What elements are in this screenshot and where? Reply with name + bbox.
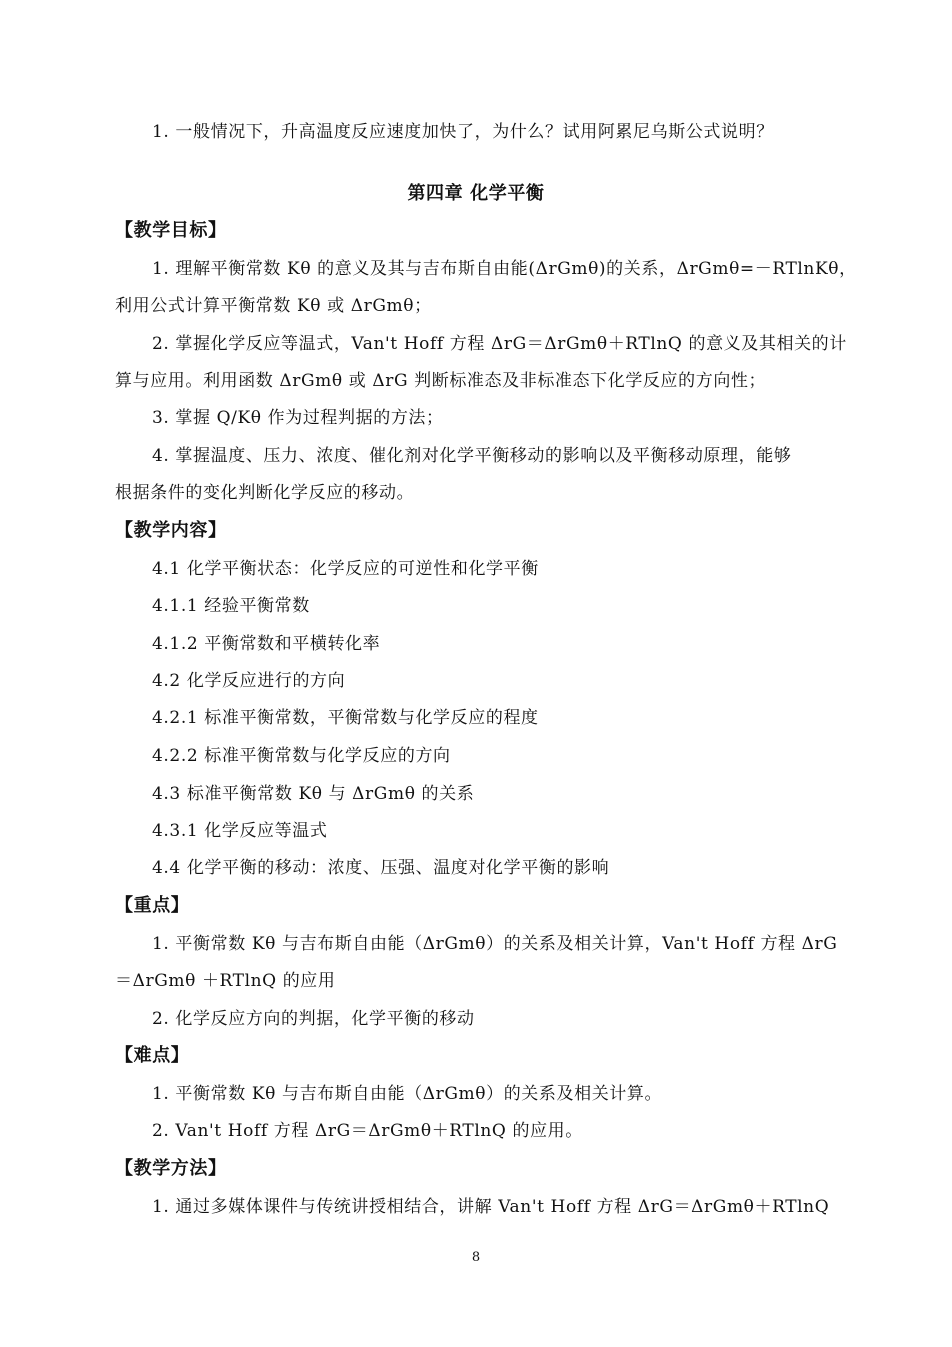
content-item: 4.3.1 化学反应等温式 [152,821,328,841]
content-item: 4.2.2 标准平衡常数与化学反应的方向 [152,746,451,766]
goal-1-line-2: 利用公式计算平衡常数 Kθ 或 ΔrGmθ； [115,296,432,316]
goal-4-line-2: 根据条件的变化判断化学反应的移动。 [115,483,415,503]
goal-3: 3. 掌握 Q/Kθ 作为过程判据的方法； [152,408,444,428]
content-item: 4.1.1 经验平衡常数 [152,596,310,616]
content-item: 4.1 化学平衡状态：化学反应的可逆性和化学平衡 [152,559,539,579]
page-number: 8 [471,1250,481,1265]
key-point-1-line-1: 1. 平衡常数 Kθ 与吉布斯自由能（ΔrGmθ）的关系及相关计算，Van't Hoff 方程 ΔrG [152,934,838,954]
key-points-heading: 【重点】 [115,895,190,916]
methods-heading: 【教学方法】 [115,1158,227,1179]
goal-1-line-1: 1. 理解平衡常数 Kθ 的意义及其与吉布斯自由能(ΔrGmθ)的关系，ΔrGmθ=－RTlnKθ， [152,259,857,279]
content-item: 4.1.2 平衡常数和平横转化率 [152,634,381,654]
content-item: 4.2.1 标准平衡常数，平衡常数与化学反应的程度 [152,708,539,728]
difficulty-1: 1. 平衡常数 Kθ 与吉布斯自由能（ΔrGmθ）的关系及相关计算。 [152,1084,663,1104]
question-1: 1. 一般情况下，升高温度反应速度加快了，为什么？试用阿累尼乌斯公式说明？ [152,122,774,142]
key-point-2: 2. 化学反应方向的判据，化学平衡的移动 [152,1009,475,1029]
difficulties-heading: 【难点】 [115,1045,190,1066]
key-point-1-line-2: ＝ΔrGmθ ＋RTlnQ 的应用 [115,971,336,991]
content-item: 4.3 标准平衡常数 Kθ 与 ΔrGmθ 的关系 [152,784,475,804]
method-1: 1. 通过多媒体课件与传统讲授相结合，讲解 Van't Hoff 方程 ΔrG＝ΔrGmθ＋RTlnQ [152,1197,830,1217]
goal-2-line-1: 2. 掌握化学反应等温式，Van't Hoff 方程 ΔrG＝ΔrGmθ＋RTlnQ 的意义及其相关的计 [152,334,847,354]
teaching-content-heading: 【教学内容】 [115,520,227,541]
teaching-goals-heading: 【教学目标】 [115,220,227,241]
content-item: 4.4 化学平衡的移动：浓度、压强、温度对化学平衡的影响 [152,858,610,878]
goal-2-line-2: 算与应用。利用函数 ΔrGmθ 或 ΔrG 判断标准态及非标准态下化学反应的方向性； [115,371,767,391]
chapter-title: 第四章 化学平衡 [407,183,545,204]
difficulty-2: 2. Van't Hoff 方程 ΔrG＝ΔrGmθ＋RTlnQ 的应用。 [152,1121,583,1141]
content-item: 4.2 化学反应进行的方向 [152,671,346,691]
goal-4-line-1: 4. 掌握温度、压力、浓度、催化剂对化学平衡移动的影响以及平衡移动原理，能够 [152,446,792,466]
